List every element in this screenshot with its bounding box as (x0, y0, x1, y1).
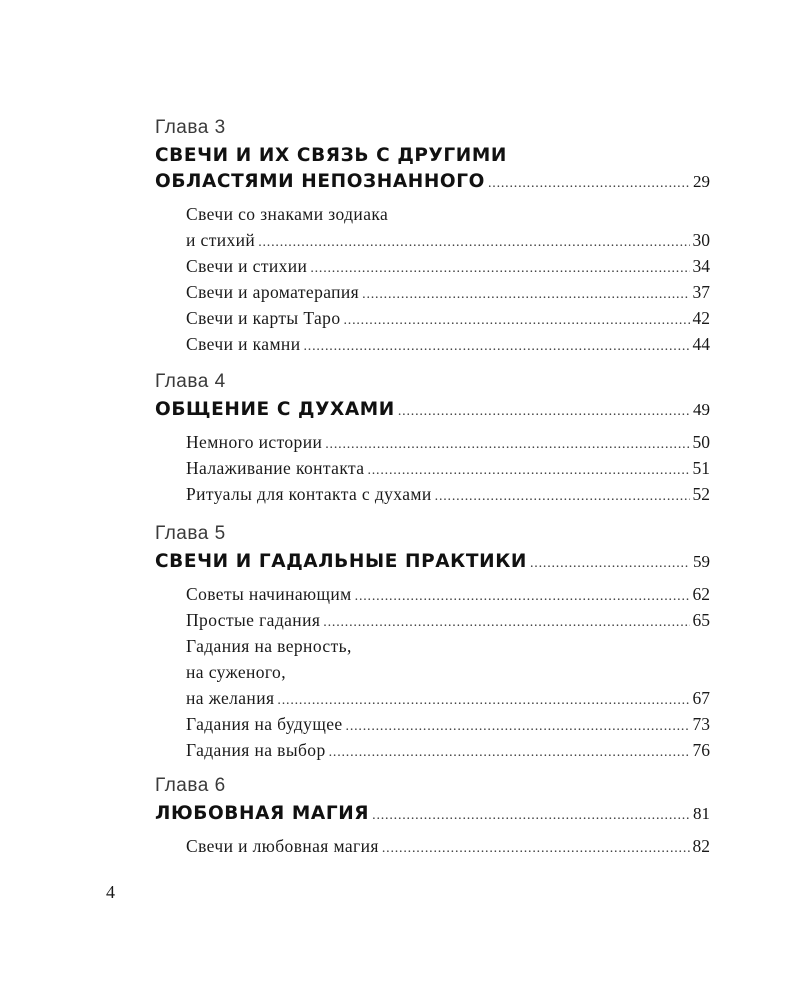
section-list (186, 581, 710, 763)
entry-title: Свечи и любовная магия (186, 836, 379, 856)
chapter-title: СВЕЧИ И ГАДАЛЬНЫЕ ПРАКТИКИ (155, 551, 527, 572)
chapter-3 (155, 116, 710, 357)
dot-leader (398, 399, 690, 425)
entry-title: Простые гадания (186, 610, 321, 630)
entry-title: и стихий (186, 230, 256, 250)
toc-entry[interactable] (186, 279, 710, 305)
chapter-5 (155, 522, 710, 763)
dot-leader (323, 610, 689, 636)
entry-line: Свечи со знаками зодиака (186, 204, 389, 224)
page-ref: 49 (693, 400, 710, 419)
dot-leader (258, 230, 689, 256)
dot-leader (488, 171, 690, 197)
entry-title: Ритуалы для контакта с духами (186, 484, 432, 504)
chapter-label: Глава 5 (155, 523, 226, 544)
page-ref: 62 (692, 584, 710, 604)
toc-entry[interactable] (186, 711, 710, 737)
page-ref: 52 (692, 484, 710, 504)
entry-title: Свечи и ароматерапия (186, 282, 360, 302)
dot-leader (325, 432, 689, 458)
toc-entry[interactable] (186, 331, 710, 357)
page-ref: 42 (692, 308, 710, 328)
chapter-title-entry[interactable] (155, 397, 710, 423)
page-number: 4 (106, 882, 115, 902)
entry-title: Немного истории (186, 432, 323, 452)
page-ref: 65 (692, 610, 710, 630)
toc-entry[interactable] (186, 455, 710, 481)
toc-entry[interactable] (186, 305, 710, 331)
dot-leader (310, 256, 689, 282)
dot-leader (329, 740, 690, 766)
page-ref: 82 (692, 836, 710, 856)
page-ref: 59 (693, 552, 710, 571)
entry-line: на суженого, (186, 662, 286, 682)
chapter-title: ОБЩЕНИЕ С ДУХАМИ (155, 399, 395, 420)
dot-leader (362, 282, 689, 308)
entry-title: Советы начинающим (186, 584, 352, 604)
entry-title: Свечи и стихии (186, 256, 308, 276)
page-ref: 44 (692, 334, 710, 354)
toc-entry[interactable] (186, 581, 710, 607)
chapter-label: Глава 6 (155, 775, 226, 796)
page-ref: 29 (693, 172, 710, 191)
entry-line: Гадания на верность, (186, 636, 352, 656)
page-ref: 50 (692, 432, 710, 452)
dot-leader (372, 803, 690, 829)
page-ref: 73 (692, 714, 710, 734)
page-ref: 30 (692, 230, 710, 250)
chapter-label: Глава 3 (155, 117, 226, 138)
chapter-4 (155, 370, 710, 507)
chapter-title-entry[interactable] (155, 169, 710, 195)
page-ref: 76 (692, 740, 710, 760)
entry-title: Гадания на выбор (186, 740, 326, 760)
chapter-title-line: СВЕЧИ И ИХ СВЯЗЬ С ДРУГИМИ (155, 145, 507, 166)
dot-leader (355, 584, 690, 610)
toc-entry[interactable] (186, 607, 710, 633)
chapter-6 (155, 774, 710, 859)
section-list (186, 201, 710, 357)
chapter-title-entry[interactable] (155, 801, 710, 827)
chapter-title-entry[interactable] (155, 549, 710, 575)
toc-entry[interactable] (186, 227, 710, 253)
dot-leader (382, 836, 690, 862)
entry-title: Свечи и карты Таро (186, 308, 341, 328)
section-list (186, 833, 710, 859)
dot-leader (346, 714, 690, 740)
chapter-label: Глава 4 (155, 371, 226, 392)
page-ref: 67 (692, 688, 710, 708)
toc-entry[interactable] (186, 481, 710, 507)
page-ref: 37 (692, 282, 710, 302)
section-list (186, 429, 710, 507)
toc-entry[interactable] (186, 833, 710, 859)
entry-title: Налаживание контакта (186, 458, 365, 478)
page-ref: 81 (693, 804, 710, 823)
toc-entry[interactable] (186, 685, 710, 711)
toc-entry[interactable] (186, 429, 710, 455)
toc-entry[interactable] (186, 253, 710, 279)
entry-title: Свечи и камни (186, 334, 301, 354)
entry-title: на желания (186, 688, 275, 708)
dot-leader (530, 551, 690, 577)
page-ref: 51 (692, 458, 710, 478)
toc-entry[interactable] (186, 737, 710, 763)
dot-leader (435, 484, 690, 510)
chapter-title: ОБЛАСТЯМИ НЕПОЗНАННОГО (155, 171, 485, 192)
entry-title: Гадания на будущее (186, 714, 343, 734)
page-ref: 34 (692, 256, 710, 276)
dot-leader (303, 334, 689, 360)
dot-leader (343, 308, 689, 334)
chapter-title: ЛЮБОВНАЯ МАГИЯ (155, 803, 370, 824)
